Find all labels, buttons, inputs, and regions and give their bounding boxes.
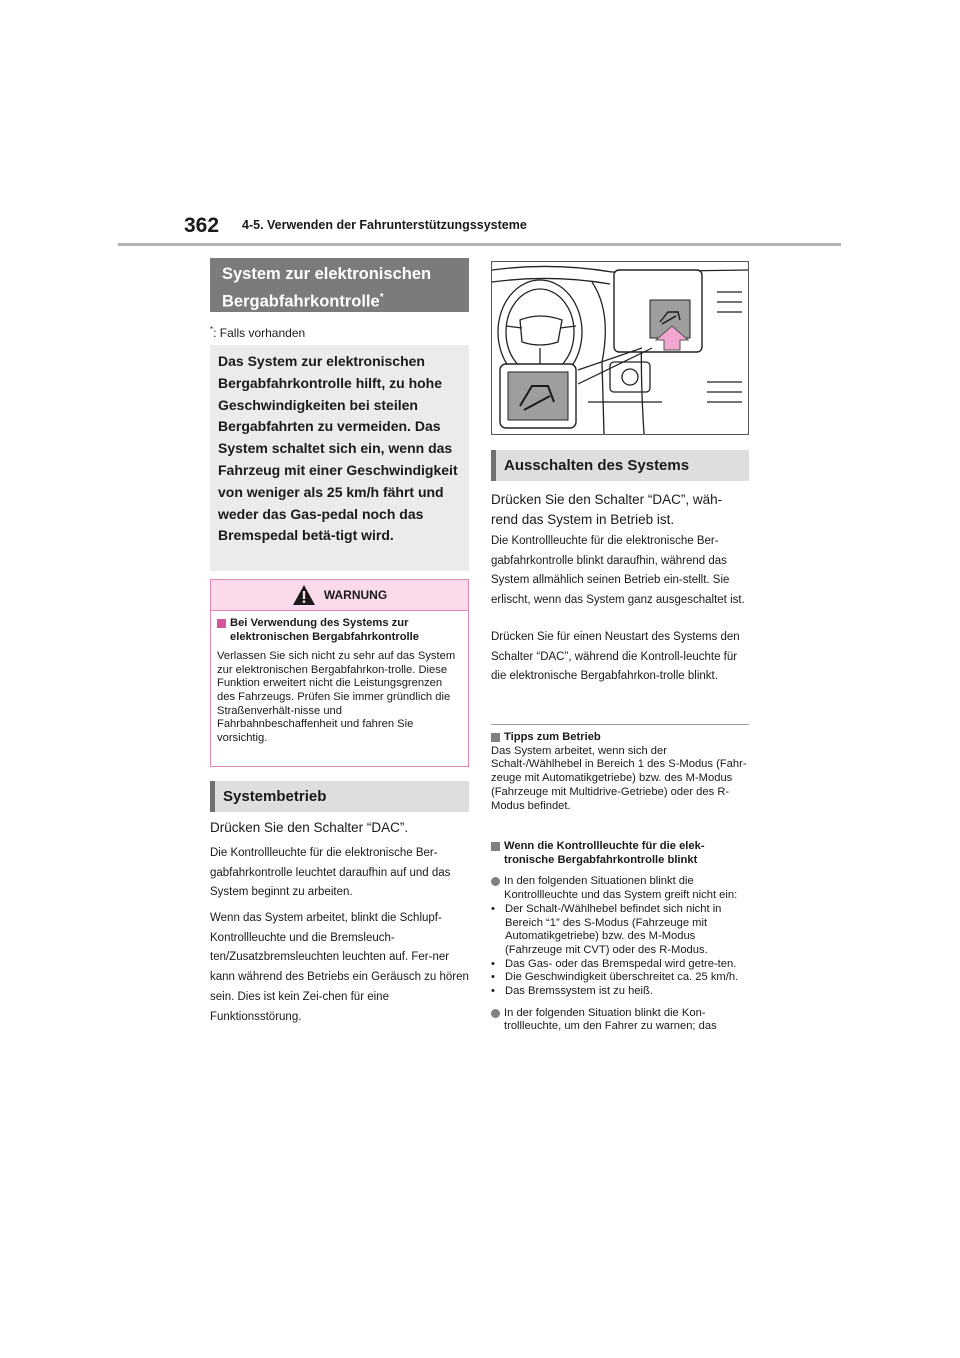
warning-label: WARNUNG [323, 588, 388, 602]
page-number: 362 [184, 214, 220, 237]
round-bullet-icon [491, 877, 500, 886]
section-systembetrieb [210, 781, 469, 812]
square-bullet-icon [491, 733, 500, 742]
header-rule [118, 243, 841, 246]
footnote-mark: * [210, 325, 214, 334]
warning-subheading [217, 617, 462, 644]
warning-text: Verlassen Sie sich nicht zu sehr auf das System zur elektronischen Bergabfahrkon-trolle. Diese Funktion erweitert nicht die Leistungsgrenzen des Fahrzeugs. Prüfen Sie immer gründlich die Straßenverhält-nisse und Fahrbahnbeschaffenheit und fahren Sie vorsichtig. [217, 650, 456, 744]
square-bullet-icon [491, 842, 500, 851]
list-bullet: • [491, 985, 495, 998]
tip-operation-text: Das System arbeitet, wenn sich der Schalt-/Wählhebel in Bereich 1 des S-Modus (Fahr-zeuge mit Automatikgetriebe) bzw. des M-Modus (Fahrzeuge mit Multidrive-Getriebe) oder des R-Modus befindet. [491, 744, 747, 812]
warning-header [211, 580, 468, 611]
systembetrieb-para-2: Wenn das System arbeitet, blinkt die Schlupf-Kontrollleuchte und die Bremsleuch-ten/Zusatzbremsleuchten leuchten auf. Fer-ner kann während des Betriebs ein Geräusch zu hören sein. Dies ist kein Zei-chen für eine Funktionsstörung. [210, 912, 469, 1023]
tip-blink-heading-text: Wenn die Kontrollleuchte für die elek-tronische Bergabfahrkontrolle blinkt [504, 840, 705, 866]
systembetrieb-lead: Drücken Sie den Schalter “DAC”. [210, 820, 409, 835]
ausschalten-para-1: Die Kontrollleuchte für die elektronische Ber-gabfahrkontrolle blinkt daraufhin, während das System allmählich seinen Betrieb ein-stellt. Sie erlischt, wenn das System ganz ausgeschaltet ist. [491, 535, 745, 607]
round-bullet-icon [491, 1009, 500, 1018]
tip-blink-bullet-2-text: In der folgenden Situation blinkt die Kon-trollleuchte, um den Fahrer zu warnen; das [504, 1006, 717, 1033]
warning-body [211, 611, 468, 751]
tip-operation-heading [491, 731, 749, 745]
list-item [491, 903, 749, 958]
footnote-text: : Falls vorhanden [213, 326, 306, 340]
list-item-text: Der Schalt-/Wählhebel befindet sich nicht in Bereich “1” des S-Modus (Fahrzeuge mit Automatikgetriebe) bzw. des M-Modus (Fahrzeuge mit CVT) oder des R-Modus. [505, 902, 722, 956]
dac-switch-illustration [492, 262, 748, 434]
tip-operation [491, 731, 749, 813]
feature-title-mark: * [379, 292, 384, 303]
list-bullet: • [491, 957, 495, 970]
tip-blink-bullet-1-text: In den folgenden Situationen blinkt die Kontrollleuchte und das System greift nicht ein: [504, 875, 738, 902]
chapter-title: 4-5. Verwenden der Fahrunterstützungssysteme [242, 218, 527, 232]
feature-title-box [210, 258, 469, 312]
list-item [491, 971, 749, 985]
list-item-text: Das Gas- oder das Bremspedal wird getre-ten. [505, 957, 737, 970]
warning-triangle-icon [292, 584, 316, 606]
tip-blink-heading [491, 840, 749, 867]
list-item-text: Die Geschwindigkeit überschreitet ca. 25 km/h. [505, 971, 739, 984]
list-bullet: • [491, 902, 495, 915]
list-item-text: Das Bremssystem ist zu heiß. [505, 985, 653, 998]
list-item [491, 958, 749, 972]
square-bullet-icon [217, 619, 226, 628]
tip-blink-bullet-1 [491, 875, 749, 902]
tip-operation-heading-text: Tipps zum Betrieb [504, 731, 601, 743]
intro-text: Das System zur elektronischen Bergabfahrkontrolle hilft, zu hohe Geschwindigkeiten bei steilen Bergabfahrten zu vermeiden. Das System schaltet sich ein, wenn das Fahrzeug mit einer Geschwindigkeit von weniger als 25 km/h fährt und weder das Gas-pedal noch das Bremspedal betä-tigt wird. [218, 353, 458, 544]
systembetrieb-para-1: Die Kontrollleuchte für die elektronische Ber-gabfahrkontrolle leuchtet daraufhin auf und das System beginnt zu arbeiten. [210, 847, 451, 899]
section-ausschalten [491, 450, 749, 481]
list-bullet: • [491, 971, 495, 984]
section-ausschalten-title: Ausschalten des Systems [504, 457, 690, 474]
intro-box [210, 345, 469, 571]
warning-subheading-text: Bei Verwendung des Systems zur elektronischen Bergabfahrkontrolle [230, 617, 419, 643]
tip-blink-list [491, 903, 749, 999]
tip-blink [491, 840, 749, 1034]
dashboard-figure [491, 261, 749, 435]
ausschalten-para-2: Drücken Sie für einen Neustart des Systems den Schalter “DAC”, während die Kontroll-leuchte für die elektronische Bergabfahrkon-trolle blinkt. [491, 631, 740, 683]
ausschalten-lead: Drücken Sie den Schalter “DAC”, wäh-rend das System in Betrieb ist. [491, 492, 723, 527]
tips-divider [491, 724, 749, 725]
tip-blink-bullet-2 [491, 1007, 749, 1034]
feature-title: System zur elektronischen Bergabfahrkontrolle [222, 265, 432, 311]
footnote [210, 325, 305, 340]
warning-box [210, 579, 469, 767]
section-systembetrieb-title: Systembetrieb [223, 788, 327, 805]
list-item [491, 985, 749, 999]
